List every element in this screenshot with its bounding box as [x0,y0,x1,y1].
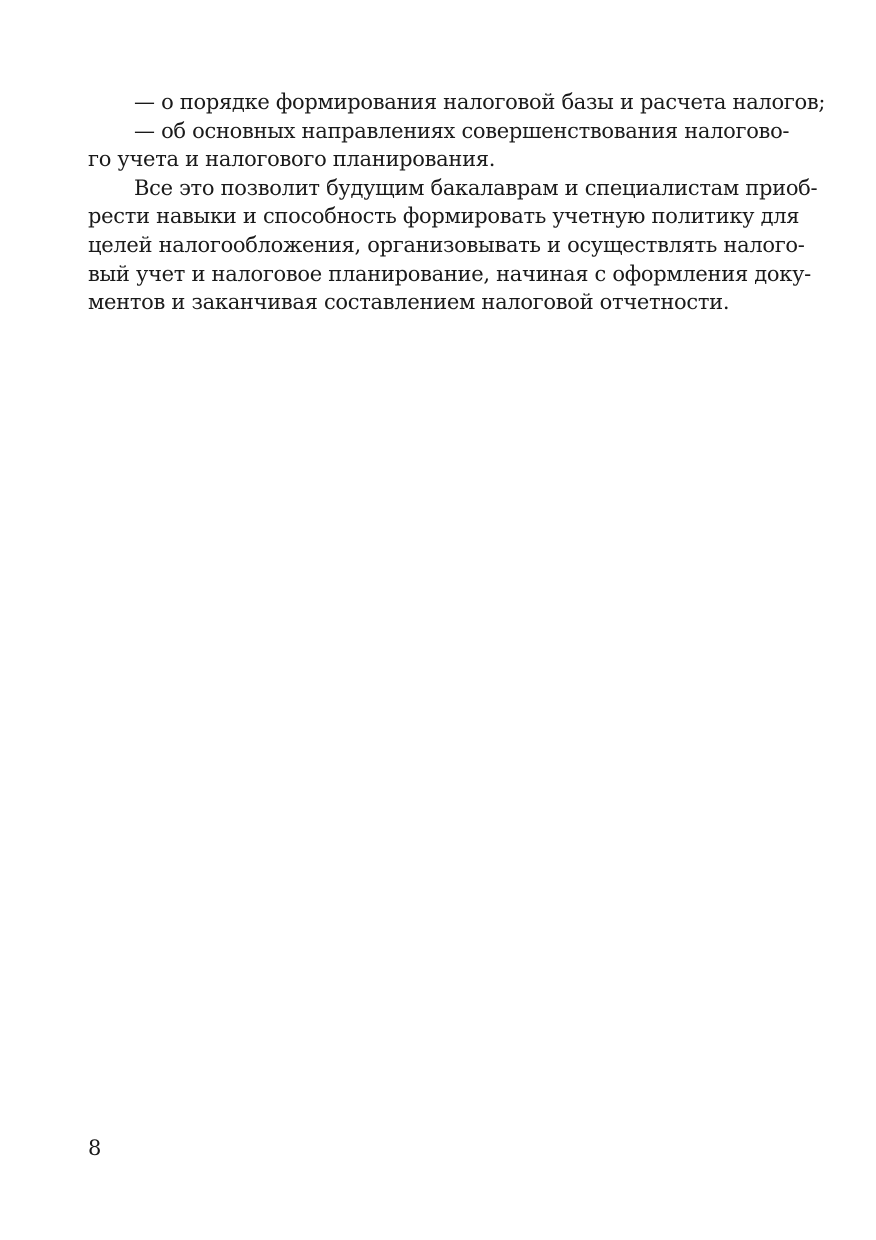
page-number: 8 [88,1136,102,1160]
paragraph-line: рести навыки и способность формировать учетную политику для [88,204,800,229]
body-text [88,88,826,317]
paragraph-line: целей налогообложения, организовывать и осуществлять налого- [88,232,805,257]
list-item-improvement-directions: — об основных направлениях совершенствования налогово- [134,118,790,143]
list-item-tax-base: — о порядке формирования налоговой базы и расчета налогов; [134,90,826,114]
paragraph-line: Все это позволит будущим бакалаврам и специалистам приоб- [134,175,818,200]
paragraph-line: ментов и заканчивая составлением налоговой отчетности. [88,290,730,315]
list-item-improvement-directions-continued: го учета и налогового планирования. [88,147,496,172]
paragraph-line: вый учет и налоговое планирование, начиная с оформления доку- [88,261,811,286]
